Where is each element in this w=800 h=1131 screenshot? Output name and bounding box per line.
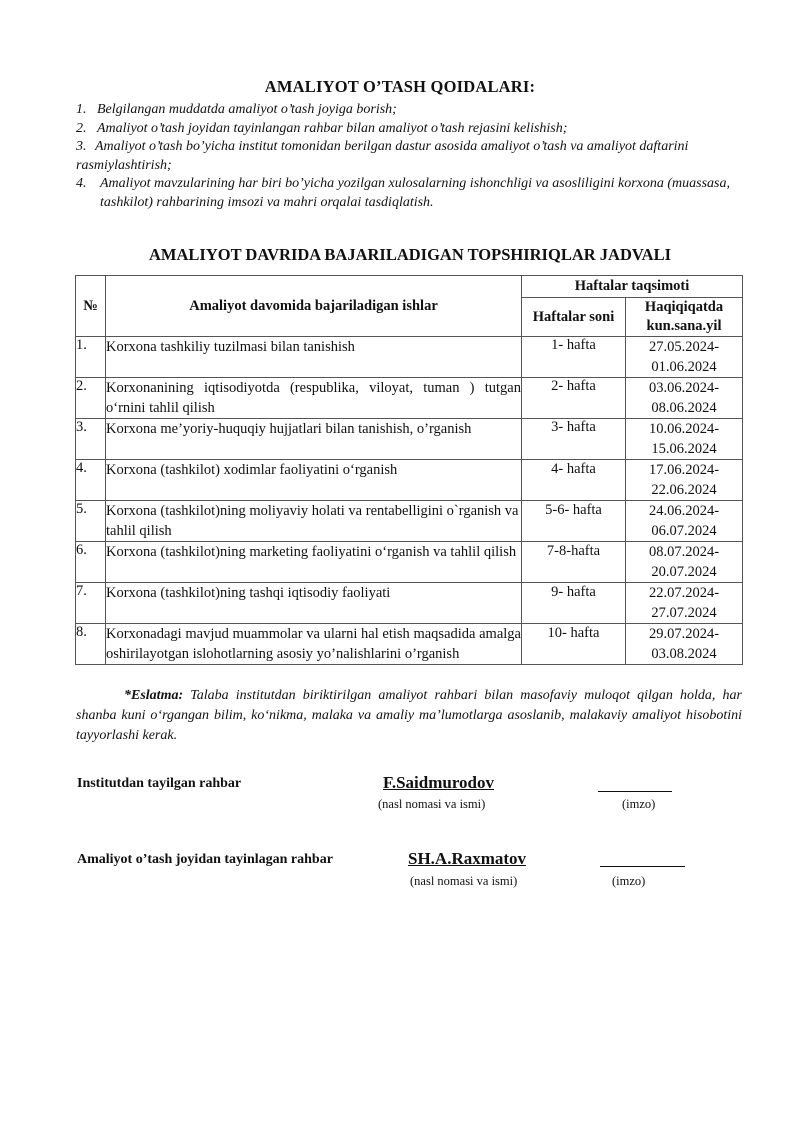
row-weeks: 2- hafta <box>522 378 626 419</box>
rule-number: 2. <box>76 120 87 136</box>
row-number: 2. <box>76 378 106 419</box>
note <box>76 686 742 746</box>
row-date-to: 08.06.2024 <box>651 400 717 416</box>
row-dates <box>626 624 743 665</box>
table-row <box>76 624 743 665</box>
header-number: № <box>76 276 106 337</box>
row-weeks: 3- hafta <box>522 419 626 460</box>
row-task: Korxonadagi mavjud muammolar va ularni hal etish maqsadida amalga oshirilayotgan islohotlarning asosiy yo’nalishlarini o’rganish <box>106 624 522 665</box>
note-text: Talaba institutdan biriktirilgan amaliyot rahbari bilan masofaviy muloqot qilgan holda, har shanba kuni o‘rgangan bilim, ko‘nikma, malaka va amaliy ma’lumotlarga asoslanib, malakaviy amaliyot hisobotini tayyorlashi kerak. <box>76 688 742 743</box>
table-title: AMALIYOT DAVRIDA BAJARILADIGAN TOPSHIRIQLAR JADVALI <box>149 245 671 264</box>
rule-text: Amaliyot o’tash joyidan tayinlangan rahbar bilan amaliyot o’tash rejasini kelishish; <box>97 120 568 136</box>
rule-number: 4. <box>76 176 87 191</box>
row-date-from: 27.05.2024- <box>648 339 720 355</box>
rule-text: Amaliyot o’tash bo’yicha institut tomonidan berilgan dastur asosida amaliyot o’tash va amaliyot daftarini rasmiylashtirish; <box>76 139 689 173</box>
note-label: *Eslatma: <box>124 688 184 703</box>
row-dates <box>626 378 743 419</box>
table-row <box>76 337 743 378</box>
header-work: Amaliyot davomida bajariladigan ishlar <box>106 276 522 337</box>
row-dates <box>626 583 743 624</box>
row-task: Korxona (tashkilot)ning tashqi iqtisodiy faoliyati <box>106 583 522 624</box>
row-weeks: 4- hafta <box>522 460 626 501</box>
supervisor-workplace-label: Amaliyot o’tash joyidan tayinlagan rahbar <box>77 852 333 867</box>
supervisor-institute-sign-caption: (imzo) <box>622 797 656 811</box>
table-body <box>76 337 743 665</box>
row-number: 7. <box>76 583 106 624</box>
rule-item <box>76 138 732 175</box>
row-date-to: 27.07.2024 <box>651 605 717 621</box>
row-date-to: 06.07.2024 <box>651 523 717 539</box>
row-date-from: 08.07.2024- <box>648 544 720 560</box>
row-task: Korxonanining iqtisodiyotda (respublika, viloyat, tuman ) tutgan o‘rnini tahlil qilish <box>106 378 522 419</box>
row-weeks: 10- hafta <box>522 624 626 665</box>
supervisor-institute-name-caption: (nasl nomasi va ismi) <box>378 797 486 811</box>
header-actual-date-line2: kun.sana.yil <box>646 318 722 334</box>
row-date-from: 24.06.2024- <box>648 503 720 519</box>
rule-item <box>76 120 732 139</box>
table-row <box>76 542 743 583</box>
header-weeks-count: Haftalar soni <box>522 298 626 337</box>
header-actual-date <box>626 298 743 337</box>
table-row <box>76 419 743 460</box>
rule-text: Belgilangan muddatda amaliyot o’tash joyiga borish; <box>97 102 397 117</box>
header-week-distribution: Haftalar taqsimoti <box>522 276 743 298</box>
row-task: Korxona me’yoriy-huquqiy hujjatlari bilan tanishish, o’rganish <box>106 419 522 460</box>
rule-number: 3. <box>76 139 87 154</box>
row-date-from: 17.06.2024- <box>648 462 720 478</box>
row-weeks: 1- hafta <box>522 337 626 378</box>
row-dates <box>626 501 743 542</box>
row-weeks: 9- hafta <box>522 583 626 624</box>
row-task: Korxona tashkiliy tuzilmasi bilan tanishish <box>106 337 522 378</box>
row-number: 1. <box>76 337 106 378</box>
header-actual-date-line1: Haqiqiqatda <box>644 299 724 315</box>
supervisor-institute-signature-line <box>598 791 672 792</box>
row-number: 8. <box>76 624 106 665</box>
rule-item <box>76 101 732 120</box>
row-dates <box>626 337 743 378</box>
row-dates <box>626 542 743 583</box>
rules-list <box>76 101 732 212</box>
row-weeks: 5-6- hafta <box>522 501 626 542</box>
row-weeks: 7-8-hafta <box>522 542 626 583</box>
supervisor-workplace-name-caption: (nasl nomasi va ismi) <box>410 874 518 888</box>
table-row <box>76 460 743 501</box>
row-date-from: 10.06.2024- <box>648 421 720 437</box>
row-date-to: 15.06.2024 <box>651 441 717 457</box>
row-dates <box>626 419 743 460</box>
row-task: Korxona (tashkilot)ning moliyaviy holati va rentabelligini o`rganish va tahlil qilish <box>106 501 522 542</box>
row-number: 5. <box>76 501 106 542</box>
table-row <box>76 501 743 542</box>
row-number: 4. <box>76 460 106 501</box>
table-row <box>76 583 743 624</box>
tasks-table <box>75 275 743 665</box>
supervisor-workplace-name: SH.A.Raxmatov <box>408 849 527 868</box>
row-task: Korxona (tashkilot)ning marketing faoliyatini o‘rganish va tahlil qilish <box>106 542 522 583</box>
row-task: Korxona (tashkilot) xodimlar faoliyatini o‘rganish <box>106 460 522 501</box>
row-date-from: 22.07.2024- <box>648 585 720 601</box>
row-number: 3. <box>76 419 106 460</box>
supervisor-institute-name: F.Saidmurodov <box>383 773 495 792</box>
row-dates <box>626 460 743 501</box>
rules-title: AMALIYOT O’TASH QOIDALARI: <box>264 77 536 96</box>
row-date-to: 03.08.2024 <box>651 646 717 662</box>
row-date-to: 22.06.2024 <box>651 482 717 498</box>
rule-item <box>76 175 732 212</box>
supervisor-workplace-sign-caption: (imzo) <box>612 874 646 888</box>
row-date-to: 01.06.2024 <box>651 359 717 375</box>
rule-number: 1. <box>76 102 87 117</box>
supervisor-institute-label: Institutdan tayilgan rahbar <box>77 776 242 791</box>
rule-text: Amaliyot mavzularining har biri bo’yicha yozilgan xulosalarning ishonchligi va asosliligini korxona (muassasa, tashkilot) rahbarining imsozi va mahri orqalai tasdiqlatish. <box>100 176 730 210</box>
table-row <box>76 378 743 419</box>
row-date-from: 29.07.2024- <box>648 626 720 642</box>
row-date-from: 03.06.2024- <box>648 380 720 396</box>
supervisor-workplace-signature-line <box>600 866 685 867</box>
row-number: 6. <box>76 542 106 583</box>
row-date-to: 20.07.2024 <box>651 564 717 580</box>
